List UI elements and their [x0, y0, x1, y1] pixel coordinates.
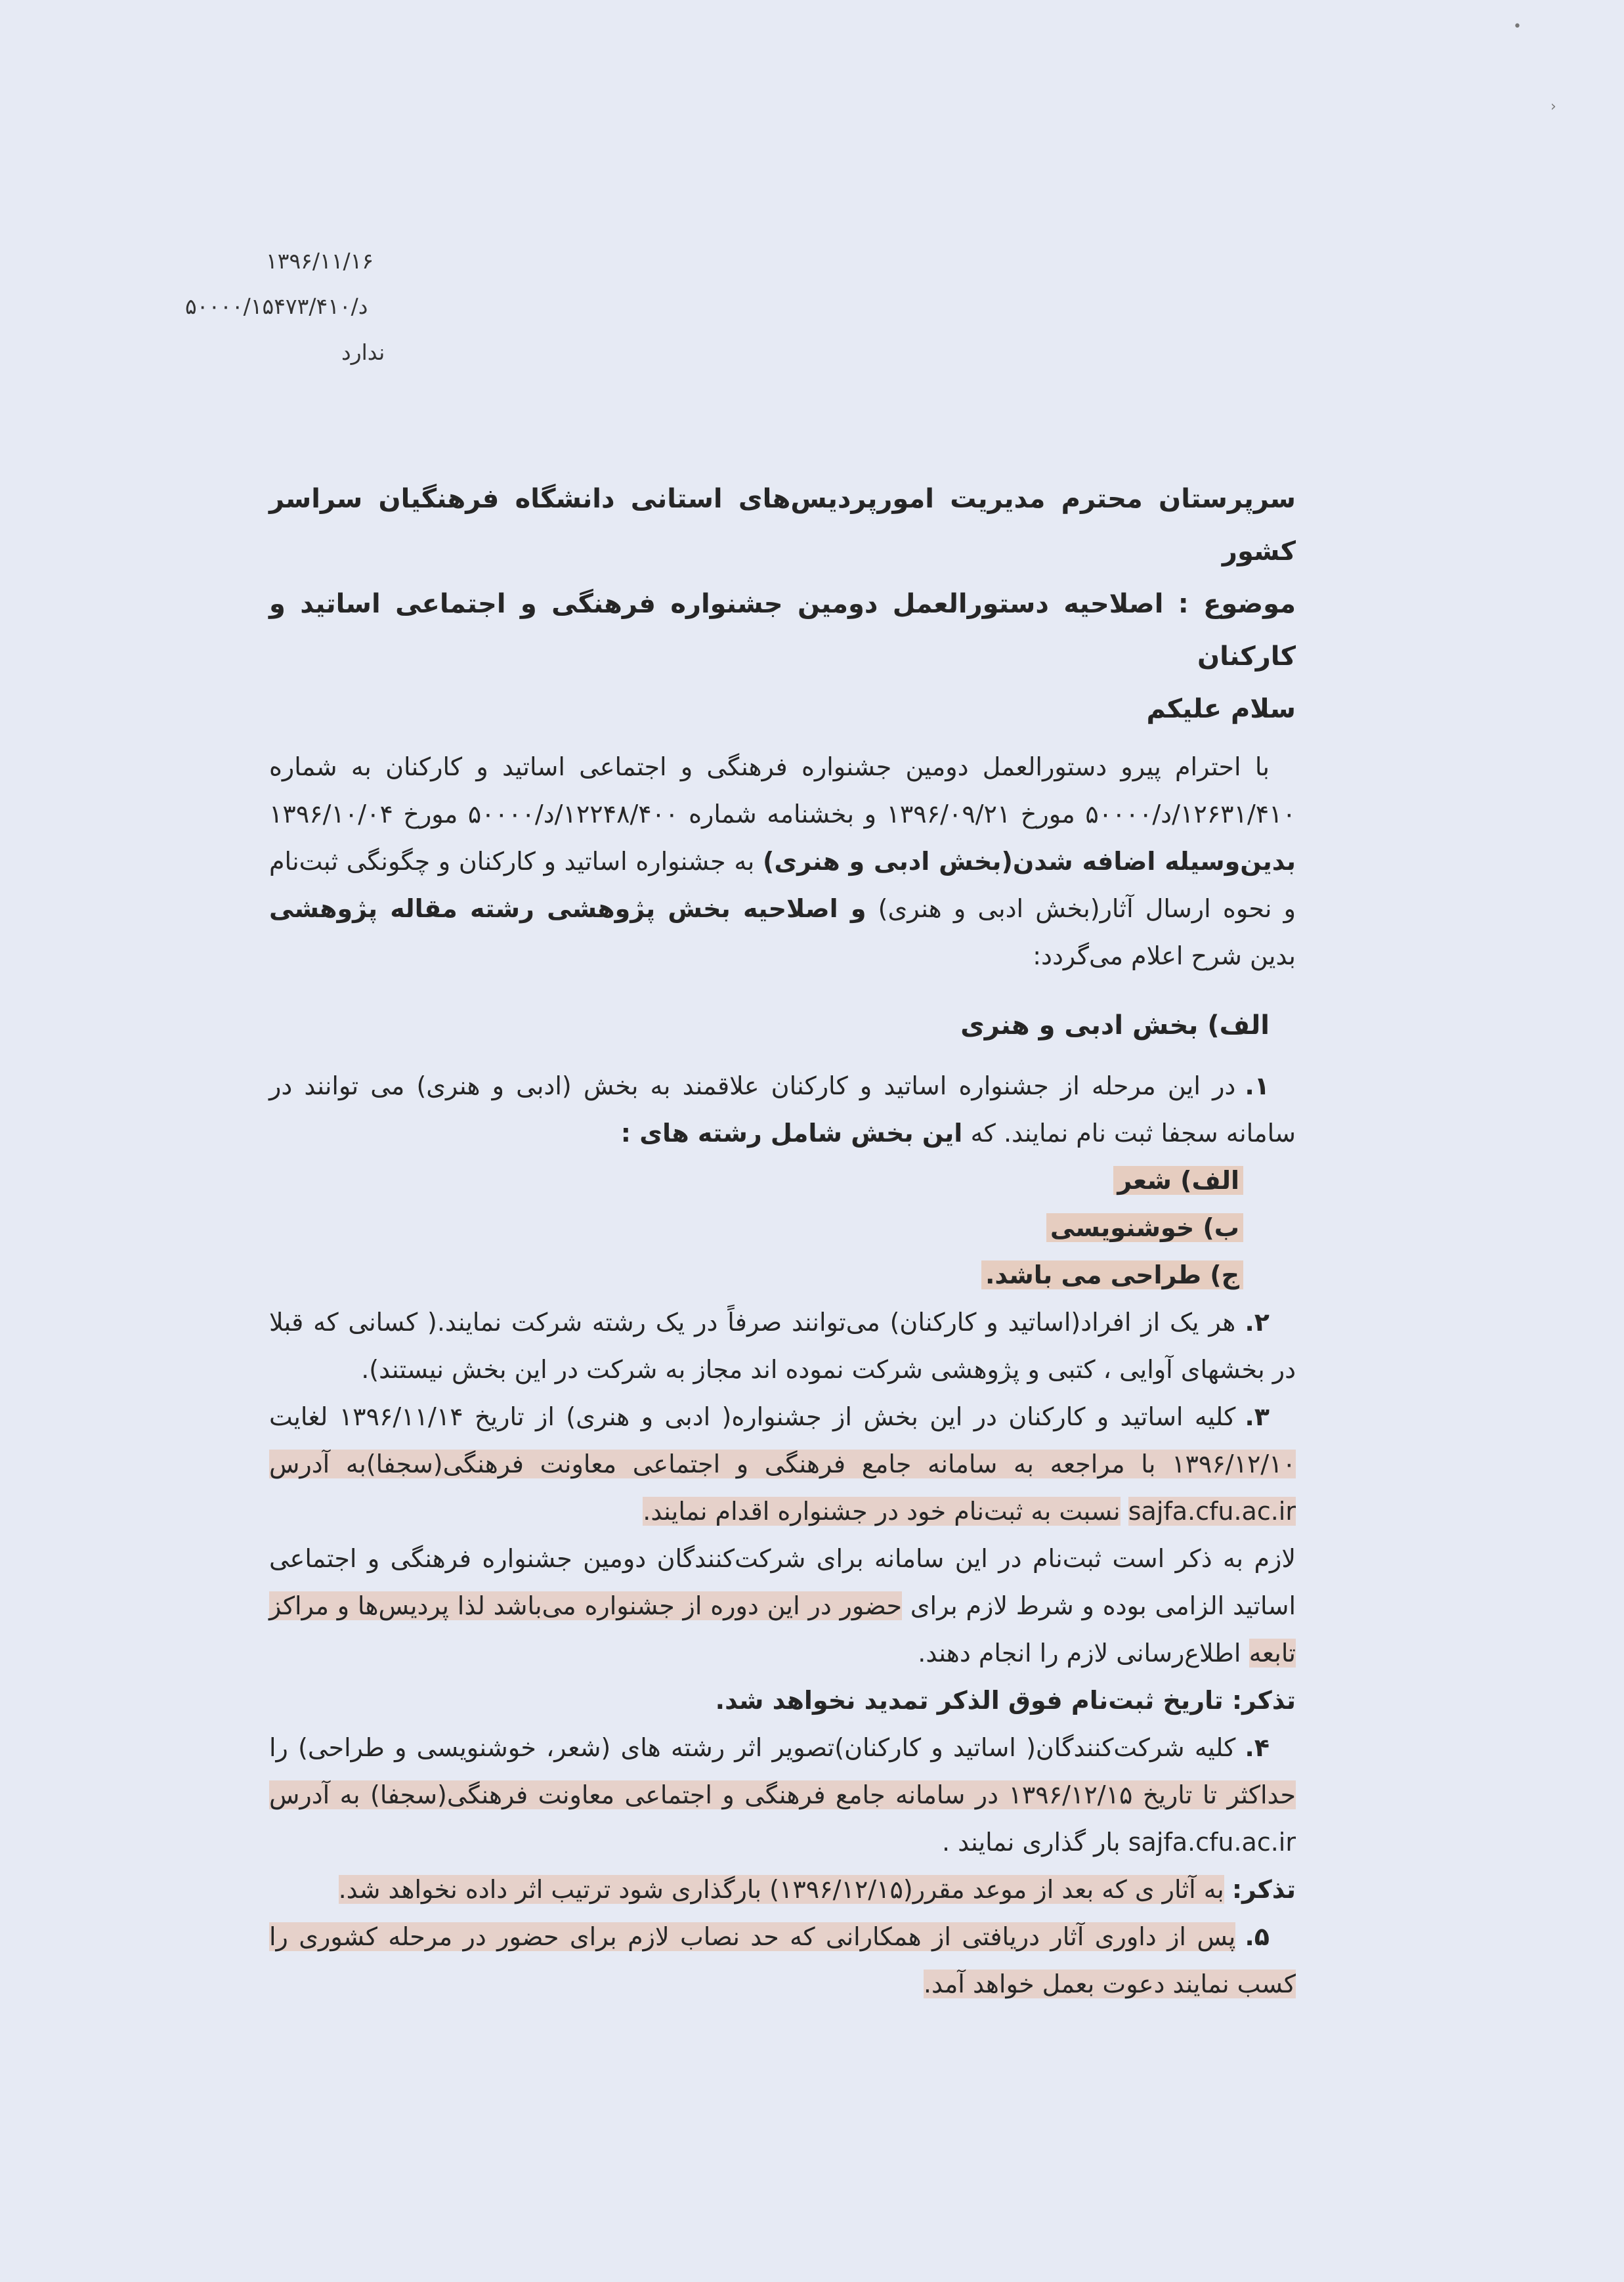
item-number: ۵.: [1245, 1922, 1270, 1951]
item-text-highlighted: پس از داوری آثار دریافتی از همکارانی که حد نصاب لازم برای حضور در مرحله کشوری را: [269, 1922, 1236, 1951]
item-bold-text: این بخش شامل رشته های :: [620, 1119, 963, 1148]
sajfa-link[interactable]: sajfa.cfu.ac.ir: [1128, 1828, 1296, 1857]
item-number: ۳.: [1245, 1402, 1270, 1431]
list-item-4: [269, 1724, 1296, 1866]
discipline-drawing: ج) طراحی می باشد.: [269, 1251, 1243, 1299]
reminder-1: تذکر: تاریخ ثبت‌نام فوق الذکر تمدید نخواهد شد.: [715, 1686, 1296, 1715]
item-number: ۱.: [1245, 1071, 1270, 1100]
item-number: ۴.: [1245, 1733, 1270, 1762]
subject-line: موضوع : اصلاحیه دستورالعمل دومین جشنواره فرهنگی و اجتماعی اساتید و کارکنان: [269, 589, 1296, 672]
scan-speck: ›: [1550, 98, 1556, 115]
note-text-highlighted: حضور در این دوره از جشنواره می‌باشد لذا پردیس‌ها و مراکز تابعه: [269, 1591, 1296, 1668]
reminder-text: به آثار ی که بعد از موعد مقرر(۱۳۹۶/۱۲/۱۵) بارگذاری شود ترتیب اثر داده نخواهد شد.: [338, 1875, 1224, 1904]
letter-attachment: ندارد: [341, 339, 385, 365]
scan-speck: •: [1513, 18, 1522, 35]
note-text: اطلاع‌رسانی لازم را انجام دهند.: [918, 1639, 1241, 1668]
item-text: هر یک از افراد(اساتید و کارکنان) می‌توانند صرفاً در یک رشته شرکت نمایند.( کسانی که قبلا در بخشهای آوایی ، کتبی و پژوهشی شرکت نموده اند مجاز به شرکت در این بخش نیستند).: [269, 1308, 1296, 1384]
intro-text-1: با احترام پیرو دستورالعمل دومین جشنواره فرهنگی و اجتماعی اساتید و کارکنان به شماره ۱۲۶۳۱/۴۱۰/د/۵۰۰۰۰ مورخ ۱۳۹۶/۰۹/۲۱ و بخشنامه شماره ۱۲۲۴۸/۴۰۰/د/۵۰۰۰۰ مورخ ۱۳۹۶/۱۰/۰۴: [269, 752, 1296, 829]
discipline-poetry: الف) شعر: [269, 1157, 1243, 1204]
list-item-5: [269, 1913, 1296, 2008]
reminder-label: تذکر:: [1231, 1875, 1296, 1904]
item-text-highlighted: ۱۳۹۶/۱۲/۱۰ با مراجعه به سامانه جامع فرهنگی و اجتماعی معاونت فرهنگی(سجفا)به آدرس: [269, 1450, 1296, 1478]
greeting: سلام علیکم: [1146, 694, 1296, 724]
letter-number: د/۵۰۰۰۰/۱۵۴۷۳/۴۱۰: [185, 293, 368, 319]
intro-text-3: بدین شرح اعلام می‌گردد:: [1033, 941, 1296, 970]
intro-text-2: به جشنواره اساتید و کارکنان و چگونگی ثبت‌نام و نحوه ارسال آثار(بخش ادبی و هنری): [269, 847, 1296, 923]
item-number: ۲.: [1245, 1308, 1270, 1337]
reminder-2: [269, 1866, 1296, 1913]
intro-paragraph: [269, 743, 1296, 980]
discipline-list: [269, 1157, 1243, 1299]
registration-note-paragraph: [269, 1535, 1296, 1677]
sajfa-link[interactable]: sajfa.cfu.ac.ir: [1128, 1497, 1296, 1526]
letter-date: ۱۳۹۶/۱۱/۱۶: [266, 248, 374, 274]
list-item-1: [269, 1062, 1296, 1157]
list-item-2: [269, 1299, 1296, 1393]
item-text: کلیه اساتید و کارکنان در این بخش از جشنواره( ادبی و هنری) از تاریخ ۱۳۹۶/۱۱/۱۴ لغایت: [269, 1402, 1236, 1431]
letter-body: [269, 473, 1296, 2008]
item-text: کلیه شرکت‌کنندگان( اساتید و کارکنان)تصویر اثر رشته های (شعر، خوشنویسی و طراحی) را: [269, 1733, 1236, 1762]
item-text: بار گذاری نمایند .: [942, 1828, 1121, 1857]
item-text-highlighted: کسب نمایند دعوت بعمل خواهد آمد.: [923, 1970, 1296, 1998]
list-item-3: [269, 1393, 1296, 1535]
item-text: در این مرحله از جشنواره اساتید و کارکنان علاقمند به بخش (ادبی و هنری) می توانند در سامانه سجفا ثبت نام نمایند. که: [269, 1071, 1296, 1148]
item-text-highlighted: حداکثر تا تاریخ ۱۳۹۶/۱۲/۱۵ در سامانه جامع فرهنگی و اجتماعی معاونت فرهنگی(سجفا) به آدرس: [269, 1780, 1296, 1809]
intro-bold-1: بدین‌وسیله اضافه شدن(بخش ادبی و هنری): [762, 847, 1296, 876]
note-text: لازم به ذکر است ثبت‌نام در این سامانه برای شرکت‌کنندگان دومین جشنواره فرهنگی و اجتماعی اساتید الزامی بوده و شرط لازم برای: [269, 1544, 1296, 1620]
intro-bold-2: و اصلاحیه بخش پژوهشی رشته مقاله پژوهشی: [269, 894, 866, 923]
discipline-calligraphy: ب) خوشنویسی: [269, 1204, 1243, 1251]
item-text-highlighted: نسبت به ثبت‌نام خود در جشنواره اقدام نمایند.: [643, 1497, 1121, 1526]
section-title-literary-art: الف) بخش ادبی و هنری: [960, 1010, 1270, 1041]
recipient-line: سرپرستان محترم مدیریت امورپردیس‌های استانی دانشگاه فرهنگیان سراسر کشور: [269, 484, 1296, 567]
